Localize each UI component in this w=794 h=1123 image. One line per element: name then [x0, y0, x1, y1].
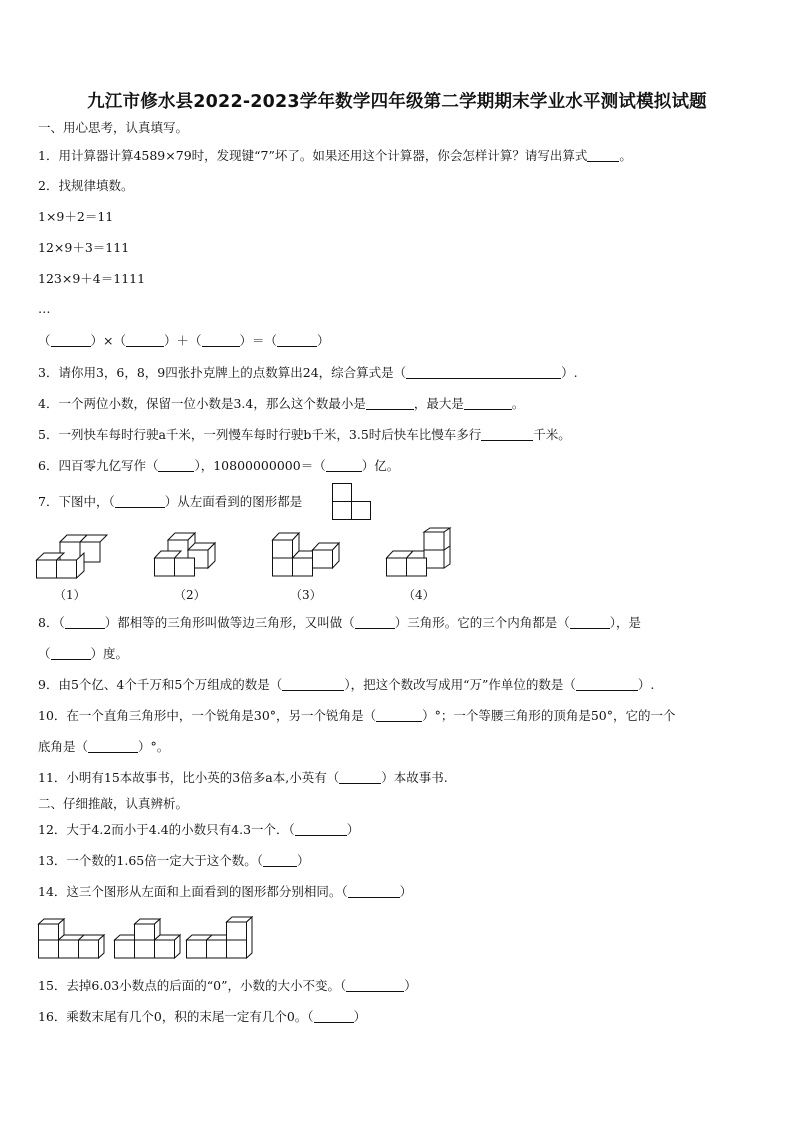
question-9 — [38, 677, 654, 693]
answer-blank[interactable] — [366, 397, 414, 410]
question-4 — [38, 396, 524, 412]
figure-label: （1） — [54, 588, 86, 602]
answer-blank[interactable] — [115, 495, 165, 508]
cube-figure-4 — [386, 528, 456, 580]
answer-blank[interactable] — [355, 616, 395, 629]
left-view-figure — [332, 483, 372, 523]
question-11-text: 11．小明有15本故事书，比小英的3倍多a本,小英有（ — [38, 770, 340, 785]
page-title: 九江市修水县2022-2023学年数学四年级第二学期期末学业水平测试模拟试题 — [87, 92, 707, 112]
answer-blank[interactable] — [51, 334, 91, 347]
question-12-text: 12．大于4.2而小于4.4的小数只有4.3一个．（ — [38, 822, 295, 837]
question-4-text: 4．一个两位小数，保留一位小数是3.4，那么这个数最小是 — [38, 396, 366, 411]
question-3 — [38, 365, 578, 381]
answer-blank[interactable] — [314, 1010, 354, 1023]
question-15-text: 15．去掉6.03小数点的后面的“0”，小数的大小不变。（ — [38, 978, 347, 993]
question-6-text: 6．四百零九亿写作（ — [38, 458, 159, 473]
question-12 — [38, 822, 359, 838]
answer-blank[interactable] — [348, 885, 400, 898]
cube-figure-1 — [36, 528, 106, 580]
question-10 — [38, 708, 676, 724]
question-6-end: ）亿。 — [361, 458, 400, 473]
answer-blank[interactable] — [576, 678, 638, 691]
question-8-text: ）都相等的三角形叫做等边三角形，又叫做（ — [104, 615, 355, 630]
question-4-end: 。 — [511, 396, 525, 411]
question-8-end: ）度。 — [90, 646, 129, 661]
question-15 — [38, 978, 417, 994]
question-7 — [38, 492, 355, 510]
question-14-end: ） — [399, 884, 413, 899]
question-16-end: ） — [353, 1009, 367, 1024]
cube-figure-2 — [154, 528, 224, 580]
question-2: 2．找规律填数。 — [38, 178, 134, 193]
answer-blank[interactable] — [263, 854, 297, 867]
figure-label: （3） — [290, 588, 322, 602]
answer-blank[interactable] — [376, 709, 422, 722]
question-4-text: ，最大是 — [413, 396, 464, 411]
question-8-text: （ — [38, 646, 51, 661]
figure-label: （2） — [174, 588, 206, 602]
answer-blank[interactable] — [282, 678, 344, 691]
answer-blank[interactable] — [587, 149, 619, 162]
question-5-end: 千米。 — [533, 427, 571, 442]
answer-blank[interactable] — [570, 616, 610, 629]
question-7-text: ）从左面看到的图形都是 — [164, 494, 303, 509]
question-10-end: ）°。 — [138, 739, 170, 754]
question-13-end: ） — [297, 853, 310, 868]
question-1-text: 1．用计算器计算4589×79时，发现键“7”坏了。如果还用这个计算器，你会怎样计算？请写出算式 — [38, 148, 588, 163]
answer-blank[interactable] — [126, 334, 164, 347]
answer-blank[interactable] — [346, 979, 404, 992]
question-8-text: ）三角形。它的三个内角都是（ — [394, 615, 570, 630]
question-8-text: ），是 — [609, 615, 641, 630]
question-1 — [38, 148, 632, 164]
pattern-part: ）＝（ — [239, 333, 278, 348]
answer-blank[interactable] — [326, 459, 362, 472]
question-10-text: 10．在一个直角三角形中，一个锐角是30°，另一个锐角是（ — [38, 708, 377, 723]
question-13 — [38, 853, 310, 869]
figure-label: （4） — [403, 588, 435, 602]
cube-figure-q14-3 — [186, 916, 252, 960]
question-9-text: 9．由5个亿、4个千万和5个万组成的数是（ — [38, 677, 283, 692]
answer-blank[interactable] — [51, 647, 91, 660]
answer-blank[interactable] — [88, 740, 138, 753]
question-9-end: ）. — [637, 677, 655, 692]
question-12-end: ） — [346, 822, 360, 837]
equation-2: 12×9＋3＝111 — [38, 240, 130, 255]
question-14-text: 14．这三个图形从左面和上面看到的图形都分别相同。（ — [38, 884, 348, 899]
question-15-end: ） — [404, 978, 417, 993]
question-9-text: ），把这个数改写成用“万”作单位的数是（ — [344, 677, 576, 692]
question-6-text: ），10800000000＝（ — [194, 458, 326, 473]
answer-blank[interactable] — [158, 459, 194, 472]
answer-blank[interactable] — [277, 334, 317, 347]
equation-1: 1×9＋2＝11 — [38, 209, 114, 224]
answer-blank[interactable] — [464, 397, 512, 410]
question-11-end: ）本故事书. — [381, 770, 448, 785]
pattern-part: ） — [317, 333, 330, 348]
answer-blank[interactable] — [202, 334, 240, 347]
question-16 — [38, 1009, 366, 1025]
question-16-text: 16．乘数末尾有几个0，积的末尾一定有几个0。（ — [38, 1009, 314, 1024]
question-5-text: 5．一列快车每时行驶a千米，一列慢车每时行驶b千米，3.5时后快车比慢车多行 — [38, 427, 482, 442]
question-13-text: 13．一个数的1.65倍一定大于这个数。（ — [38, 853, 263, 868]
question-1-end: 。 — [619, 148, 632, 163]
question-3-text: 3．请你用3，6，8，9四张扑克牌上的点数算出24，综合算式是（ — [38, 365, 407, 380]
answer-blank[interactable] — [65, 616, 105, 629]
pattern-part: ）×（ — [90, 333, 126, 348]
section-heading-2: 二、仔细推敲，认真辨析。 — [38, 796, 189, 811]
question-10-text: 底角是（ — [38, 739, 89, 754]
question-7-text: 7．下图中，（ — [38, 494, 115, 509]
question-10-cont — [38, 739, 169, 755]
answer-blank[interactable] — [295, 823, 347, 836]
question-8 — [38, 615, 641, 631]
question-5 — [38, 427, 571, 443]
question-10-text: ）°；一个等腰三角形的顶角是50°，它的一个 — [422, 708, 676, 723]
question-8-cont — [38, 646, 128, 662]
question-6 — [38, 458, 399, 474]
ellipsis: … — [38, 301, 51, 316]
answer-blank[interactable] — [339, 771, 381, 784]
cube-figure-3 — [272, 528, 342, 580]
pattern-part: ）＋（ — [164, 333, 202, 348]
cube-figure-q14-1 — [38, 916, 104, 960]
answer-blank[interactable] — [481, 428, 533, 441]
answer-blank[interactable] — [406, 366, 561, 379]
question-11 — [38, 770, 448, 786]
section-heading-1: 一、用心思考，认真填写。 — [38, 120, 189, 135]
pattern-blanks — [38, 333, 330, 349]
equation-3: 123×9＋4＝1111 — [38, 271, 146, 286]
pattern-part: （ — [38, 333, 51, 348]
cube-figure-q14-2 — [114, 916, 180, 960]
question-3-end: ）. — [561, 365, 578, 380]
question-14 — [38, 884, 412, 900]
question-8-text: 8．（ — [38, 615, 65, 630]
